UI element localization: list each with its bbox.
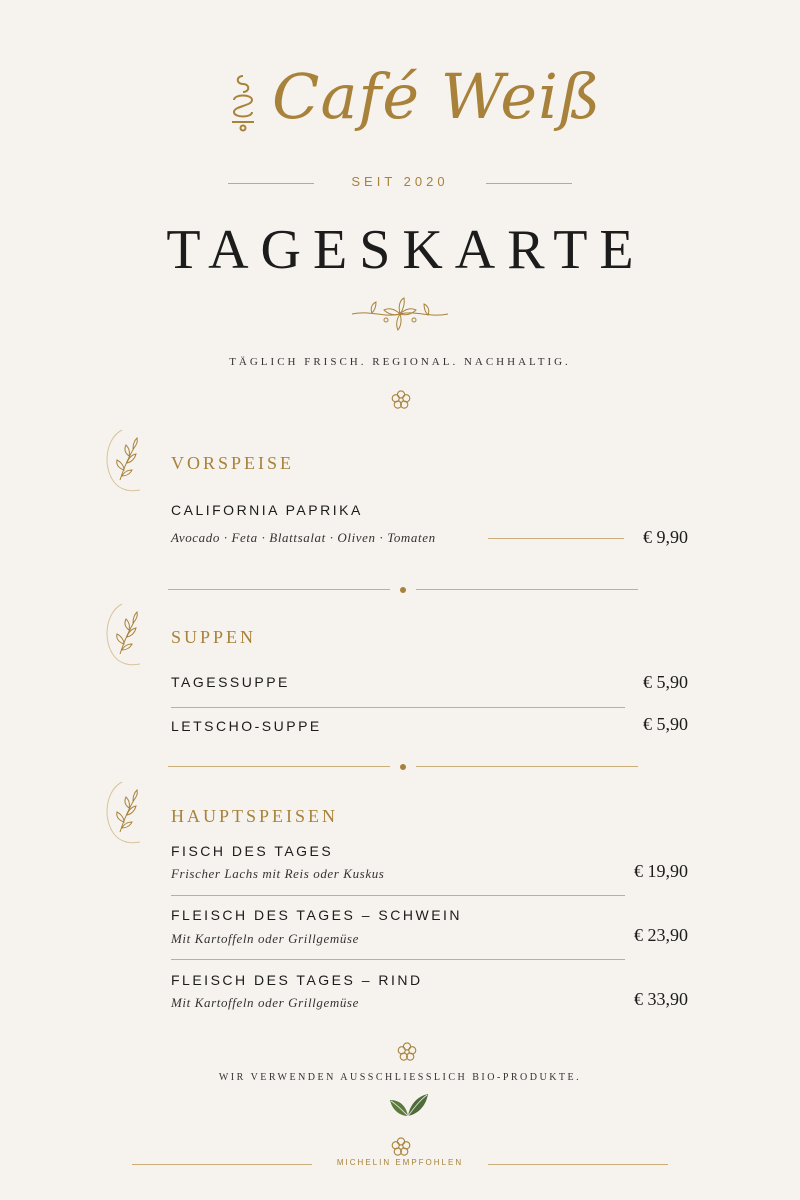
badge-line-right bbox=[488, 1164, 668, 1165]
branch-leaf-icon bbox=[100, 602, 146, 668]
tagline: TÄGLICH FRISCH. REGIONAL. NACHHALTIG. bbox=[229, 356, 571, 368]
flower-icon bbox=[390, 1136, 412, 1158]
menu-item-price: € 5,90 bbox=[643, 714, 688, 734]
menu-item-price: € 5,90 bbox=[643, 672, 688, 692]
item-separator bbox=[171, 959, 625, 960]
section-title-vorspeise: VORSPEISE bbox=[171, 453, 295, 473]
menu-item-name: TAGESSUPPE bbox=[171, 674, 290, 690]
menu-item-name: CALIFORNIA PAPRIKA bbox=[171, 502, 363, 518]
logo bbox=[0, 60, 800, 145]
menu-item-description: Mit Kartoffeln oder Grillgemüse bbox=[171, 995, 359, 1010]
since-row bbox=[0, 172, 800, 194]
menu-item-price: € 33,90 bbox=[634, 989, 688, 1009]
branch-leaf-icon bbox=[100, 428, 146, 494]
menu-item-price: € 23,90 bbox=[634, 925, 688, 945]
item-separator bbox=[171, 707, 625, 708]
price-leader-line bbox=[488, 538, 624, 539]
michelin-badge-text: MICHELIN EMPFOHLEN bbox=[336, 1158, 464, 1167]
page-title: TAGESKARTE bbox=[166, 219, 646, 281]
menu-item-price: € 9,90 bbox=[643, 527, 688, 547]
menu-item-name: FLEISCH DES TAGES – SCHWEIN bbox=[171, 907, 463, 923]
since-text: SEIT 2020 bbox=[351, 174, 449, 189]
branch-leaf-icon bbox=[100, 780, 146, 846]
flower-icon bbox=[390, 389, 412, 411]
menu-item-description: Frischer Lachs mit Reis oder Kuskus bbox=[171, 866, 385, 881]
menu-item-price: € 19,90 bbox=[634, 861, 688, 881]
menu-item-name: FLEISCH DES TAGES – RIND bbox=[171, 972, 423, 988]
menu-item-description: Avocado · Feta · Blattsalat · Oliven · Tomaten bbox=[171, 530, 436, 545]
menu-item-name: LETSCHO-SUPPE bbox=[171, 718, 322, 734]
green-leaves-icon bbox=[388, 1092, 428, 1118]
section-title-hauptspeisen: HAUPTSPEISEN bbox=[171, 806, 339, 826]
section-divider bbox=[168, 586, 638, 594]
michelin-badge-row bbox=[0, 1158, 800, 1172]
leaf-flourish-icon bbox=[350, 296, 450, 332]
section-divider bbox=[168, 763, 638, 771]
ornament-monogram-icon bbox=[228, 70, 258, 132]
since-line-right bbox=[486, 183, 572, 184]
menu-item-name: FISCH DES TAGES bbox=[171, 843, 334, 859]
cafe-logo-text: Café Weiß bbox=[272, 60, 602, 133]
item-separator bbox=[171, 895, 625, 896]
bio-products-note: WIR VERWENDEN AUSSCHLIESSLICH BIO-PRODUKTE. bbox=[218, 1072, 582, 1083]
section-title-suppen: SUPPEN bbox=[171, 627, 257, 647]
flower-icon bbox=[396, 1041, 418, 1063]
menu-item-description: Mit Kartoffeln oder Grillgemüse bbox=[171, 931, 359, 946]
